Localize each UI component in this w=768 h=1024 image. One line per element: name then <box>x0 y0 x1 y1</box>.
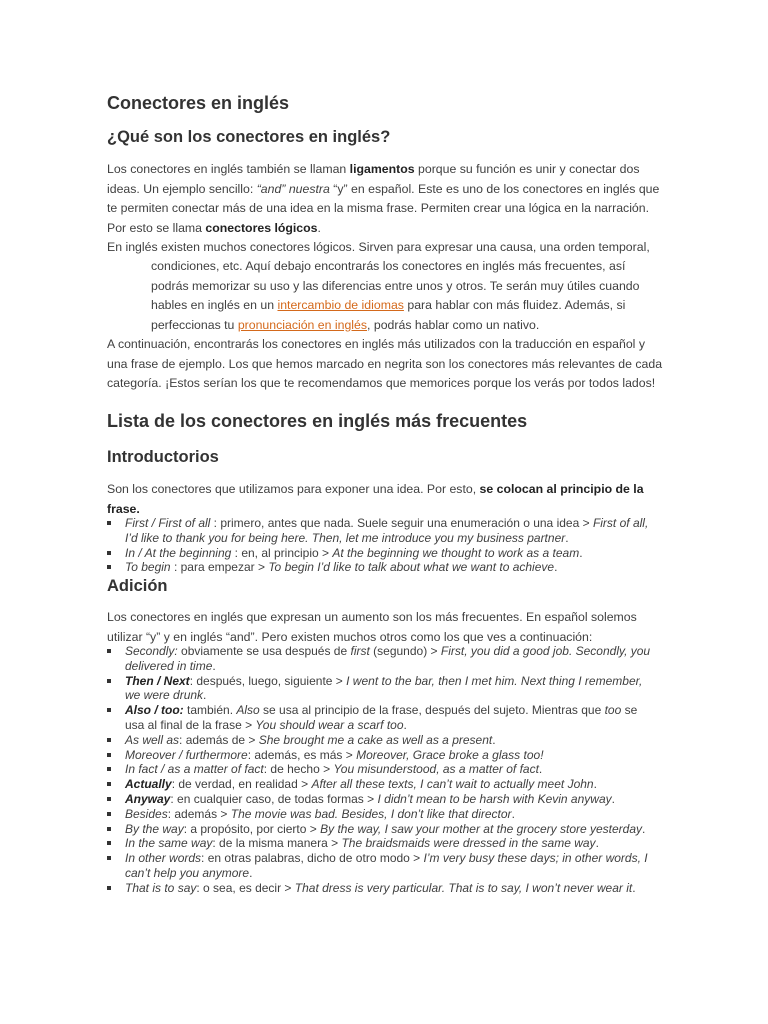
paragraph-ligamentos <box>107 160 663 238</box>
paragraph-introductorios <box>107 480 663 519</box>
list-item <box>107 851 657 881</box>
example: To begin I’d like to talk about what we want to achieve <box>268 560 555 575</box>
definition: : de hecho > <box>263 762 334 777</box>
connector-term: Secondly: <box>125 644 178 658</box>
definition: obviamente se usa después de <box>177 644 351 658</box>
list-item <box>107 733 657 748</box>
punctuation: . <box>511 806 515 821</box>
link-pronunciacion-en-ingles[interactable]: pronunciación en inglés <box>237 317 368 332</box>
punctuation: . <box>642 821 646 836</box>
list-item <box>107 807 657 822</box>
connector-term: First / First of all <box>125 516 211 530</box>
list-item <box>107 836 657 851</box>
paragraph-a-continuacion: A continuación, encontrarás los conectores en inglés más utilizados con la traducción en español y una frase de ejemplo. Los que hemos marcado en negrita son los conectores más relevantes de cada categoría. ¡Estos serían los que te recomendamos que memorices porque los verás por todos lados! <box>107 337 663 390</box>
link-intercambio-de-idiomas[interactable]: intercambio de idiomas <box>277 298 404 312</box>
connector-term: Then / Next <box>125 673 190 688</box>
definition: : para empezar > <box>170 560 269 575</box>
connector-term: Actually <box>125 777 172 792</box>
heading-adicion: Adición <box>107 577 168 595</box>
example: I didn’t mean to be harsh with Kevin anyway <box>377 791 612 806</box>
definition: se usa al final de la frase > <box>125 703 638 732</box>
connector-term: In the same way <box>125 836 213 851</box>
example: The movie was bad. Besides, I don’t like that director <box>230 806 512 821</box>
connector-term: In other words <box>125 851 202 866</box>
example: At the beginning we thought to work as a team <box>332 545 580 560</box>
text-span: para hablar con más fluidez. Además, si perfeccionas tu <box>151 298 626 332</box>
adicion-list <box>107 644 657 896</box>
punctuation: . <box>632 880 636 895</box>
example: By the way, I saw your mother at the grocery store yesterday <box>320 821 643 836</box>
definition: : o sea, es decir > <box>196 880 295 895</box>
punctuation: . <box>579 545 583 560</box>
connector-term: In / At the beginning <box>125 545 232 560</box>
example: The braidsmaids were dressed in the same way <box>341 836 596 851</box>
definition: : después, luego, siguiente > <box>189 673 347 688</box>
example: She brought me a cake as well as a present <box>258 732 493 747</box>
paragraph-conectores-logicos-indent <box>107 257 663 335</box>
introductorios-list <box>107 516 657 575</box>
punctuation: . <box>593 777 597 792</box>
list-item <box>107 881 657 896</box>
list-item <box>107 546 657 561</box>
connector-term: In fact / as a matter of fact <box>125 762 264 777</box>
connector-term: Anyway <box>125 791 171 806</box>
definition: : de la misma manera > <box>212 836 342 851</box>
italic-word: first <box>350 644 370 658</box>
example: After all these texts, I can’t wait to actually meet John <box>311 777 594 792</box>
list-item <box>107 560 657 575</box>
punctuation: . <box>492 732 496 747</box>
connector-term: Moreover / furthermore <box>125 747 248 762</box>
list-item <box>107 674 657 704</box>
italic-word: too <box>604 703 622 718</box>
punctuation: . <box>611 791 615 806</box>
definition: : además de > <box>179 732 259 747</box>
bold-term: ligamentos <box>349 162 415 176</box>
definition: : en cualquier caso, de todas formas > <box>170 791 378 806</box>
example: I went to the bar, then I met him. Next thing I remember, we were drunk <box>125 673 643 703</box>
example: That dress is very particular. That is to say, I won’t never wear it <box>294 880 633 895</box>
list-item <box>107 792 657 807</box>
list-item <box>107 644 657 674</box>
heading-introductorios: Introductorios <box>107 448 219 466</box>
definition: : en, al principio > <box>231 545 333 560</box>
italic-term: “and” nuestra <box>256 181 330 196</box>
definition: se usa al principio de la frase, después del sujeto. Mientras que <box>259 703 605 718</box>
list-item <box>107 516 657 546</box>
definition: : primero, antes que nada. Suele seguir una enumeración o una idea > <box>210 516 593 530</box>
list-item <box>107 822 657 837</box>
example: Moreover, Grace broke a glass too! <box>356 747 544 762</box>
example: First of all, I’d like to thank you for being here. Then, let me introduce you my business partner <box>125 516 649 545</box>
punctuation: . <box>203 688 207 703</box>
punctuation: . <box>554 560 558 575</box>
example: First, you did a good job. Secondly, you delivered in time <box>125 644 651 673</box>
definition: también. <box>183 703 237 718</box>
list-heading: Lista de los conectores en inglés más frecuentes <box>107 411 528 431</box>
list-item <box>107 762 657 777</box>
bold-term: se colocan al principio de la frase. <box>107 482 644 516</box>
connector-term: As well as <box>125 732 180 747</box>
bold-term: conectores lógicos <box>205 220 318 235</box>
text-span: condiciones, etc. Aquí debajo encontrarás los conectores en inglés más frecuentes, así podrás memorizar su uso y las diferencias entre unos y otros. Te serán muy útiles cuando hables en inglés en un <box>151 259 640 312</box>
text-span: Los conectores en inglés también se llaman <box>107 162 350 176</box>
example: You misunderstood, as a matter of fact <box>333 762 539 777</box>
section-heading-que-son: ¿Qué son los conectores en inglés? <box>107 128 391 146</box>
definition: : a propósito, por cierto > <box>183 821 321 836</box>
punctuation: . <box>249 865 253 880</box>
text-span: porque su función es unir y conectar dos ideas. Un ejemplo sencillo: <box>107 162 640 196</box>
text-span: . <box>317 220 321 235</box>
connector-term: To begin <box>125 560 171 575</box>
example: You should wear a scarf too <box>255 717 404 732</box>
paragraph-conectores-logicos-intro: En inglés existen muchos conectores lógicos. Sirven para expresar una causa, una orden temporal, <box>107 240 650 254</box>
page-title: Conectores en inglés <box>107 93 290 113</box>
list-item <box>107 703 657 733</box>
paragraph-adicion: Los conectores en inglés que expresan un aumento son los más frecuentes. En español solemos utilizar “y” y en inglés “and”. Pero existen muchos otros como los que ves a continuación: <box>107 610 637 644</box>
punctuation: . <box>595 836 599 851</box>
definition: (segundo) > <box>369 644 441 658</box>
definition: : de verdad, en realidad > <box>171 777 312 792</box>
connector-term: Also / too: <box>125 703 184 718</box>
text-span: Son los conectores que utilizamos para exponer una idea. Por esto, <box>107 482 480 496</box>
connector-term: That is to say <box>125 880 197 895</box>
text-span: “y” en español. Este es uno de los conectores en inglés que te permiten conectar más de una idea en la misma frase. Permiten crear una lógica en la narración. Por esto se llama <box>107 181 660 235</box>
connector-term: Besides <box>125 806 168 821</box>
list-item <box>107 777 657 792</box>
list-item <box>107 748 657 763</box>
definition: : en otras palabras, dicho de otro modo > <box>201 851 424 866</box>
punctuation: . <box>212 658 216 673</box>
punctuation: . <box>538 762 543 777</box>
italic-word: Also <box>236 703 260 718</box>
punctuation: . <box>565 530 569 545</box>
text-span: , podrás hablar como un nativo. <box>367 317 540 332</box>
example: I’m very busy these days; in other words, I can’t help you anymore <box>125 851 648 880</box>
connector-term: By the way <box>125 821 184 836</box>
definition: : además, es más > <box>247 747 357 762</box>
punctuation: . <box>403 717 407 732</box>
definition: : además > <box>167 806 231 821</box>
